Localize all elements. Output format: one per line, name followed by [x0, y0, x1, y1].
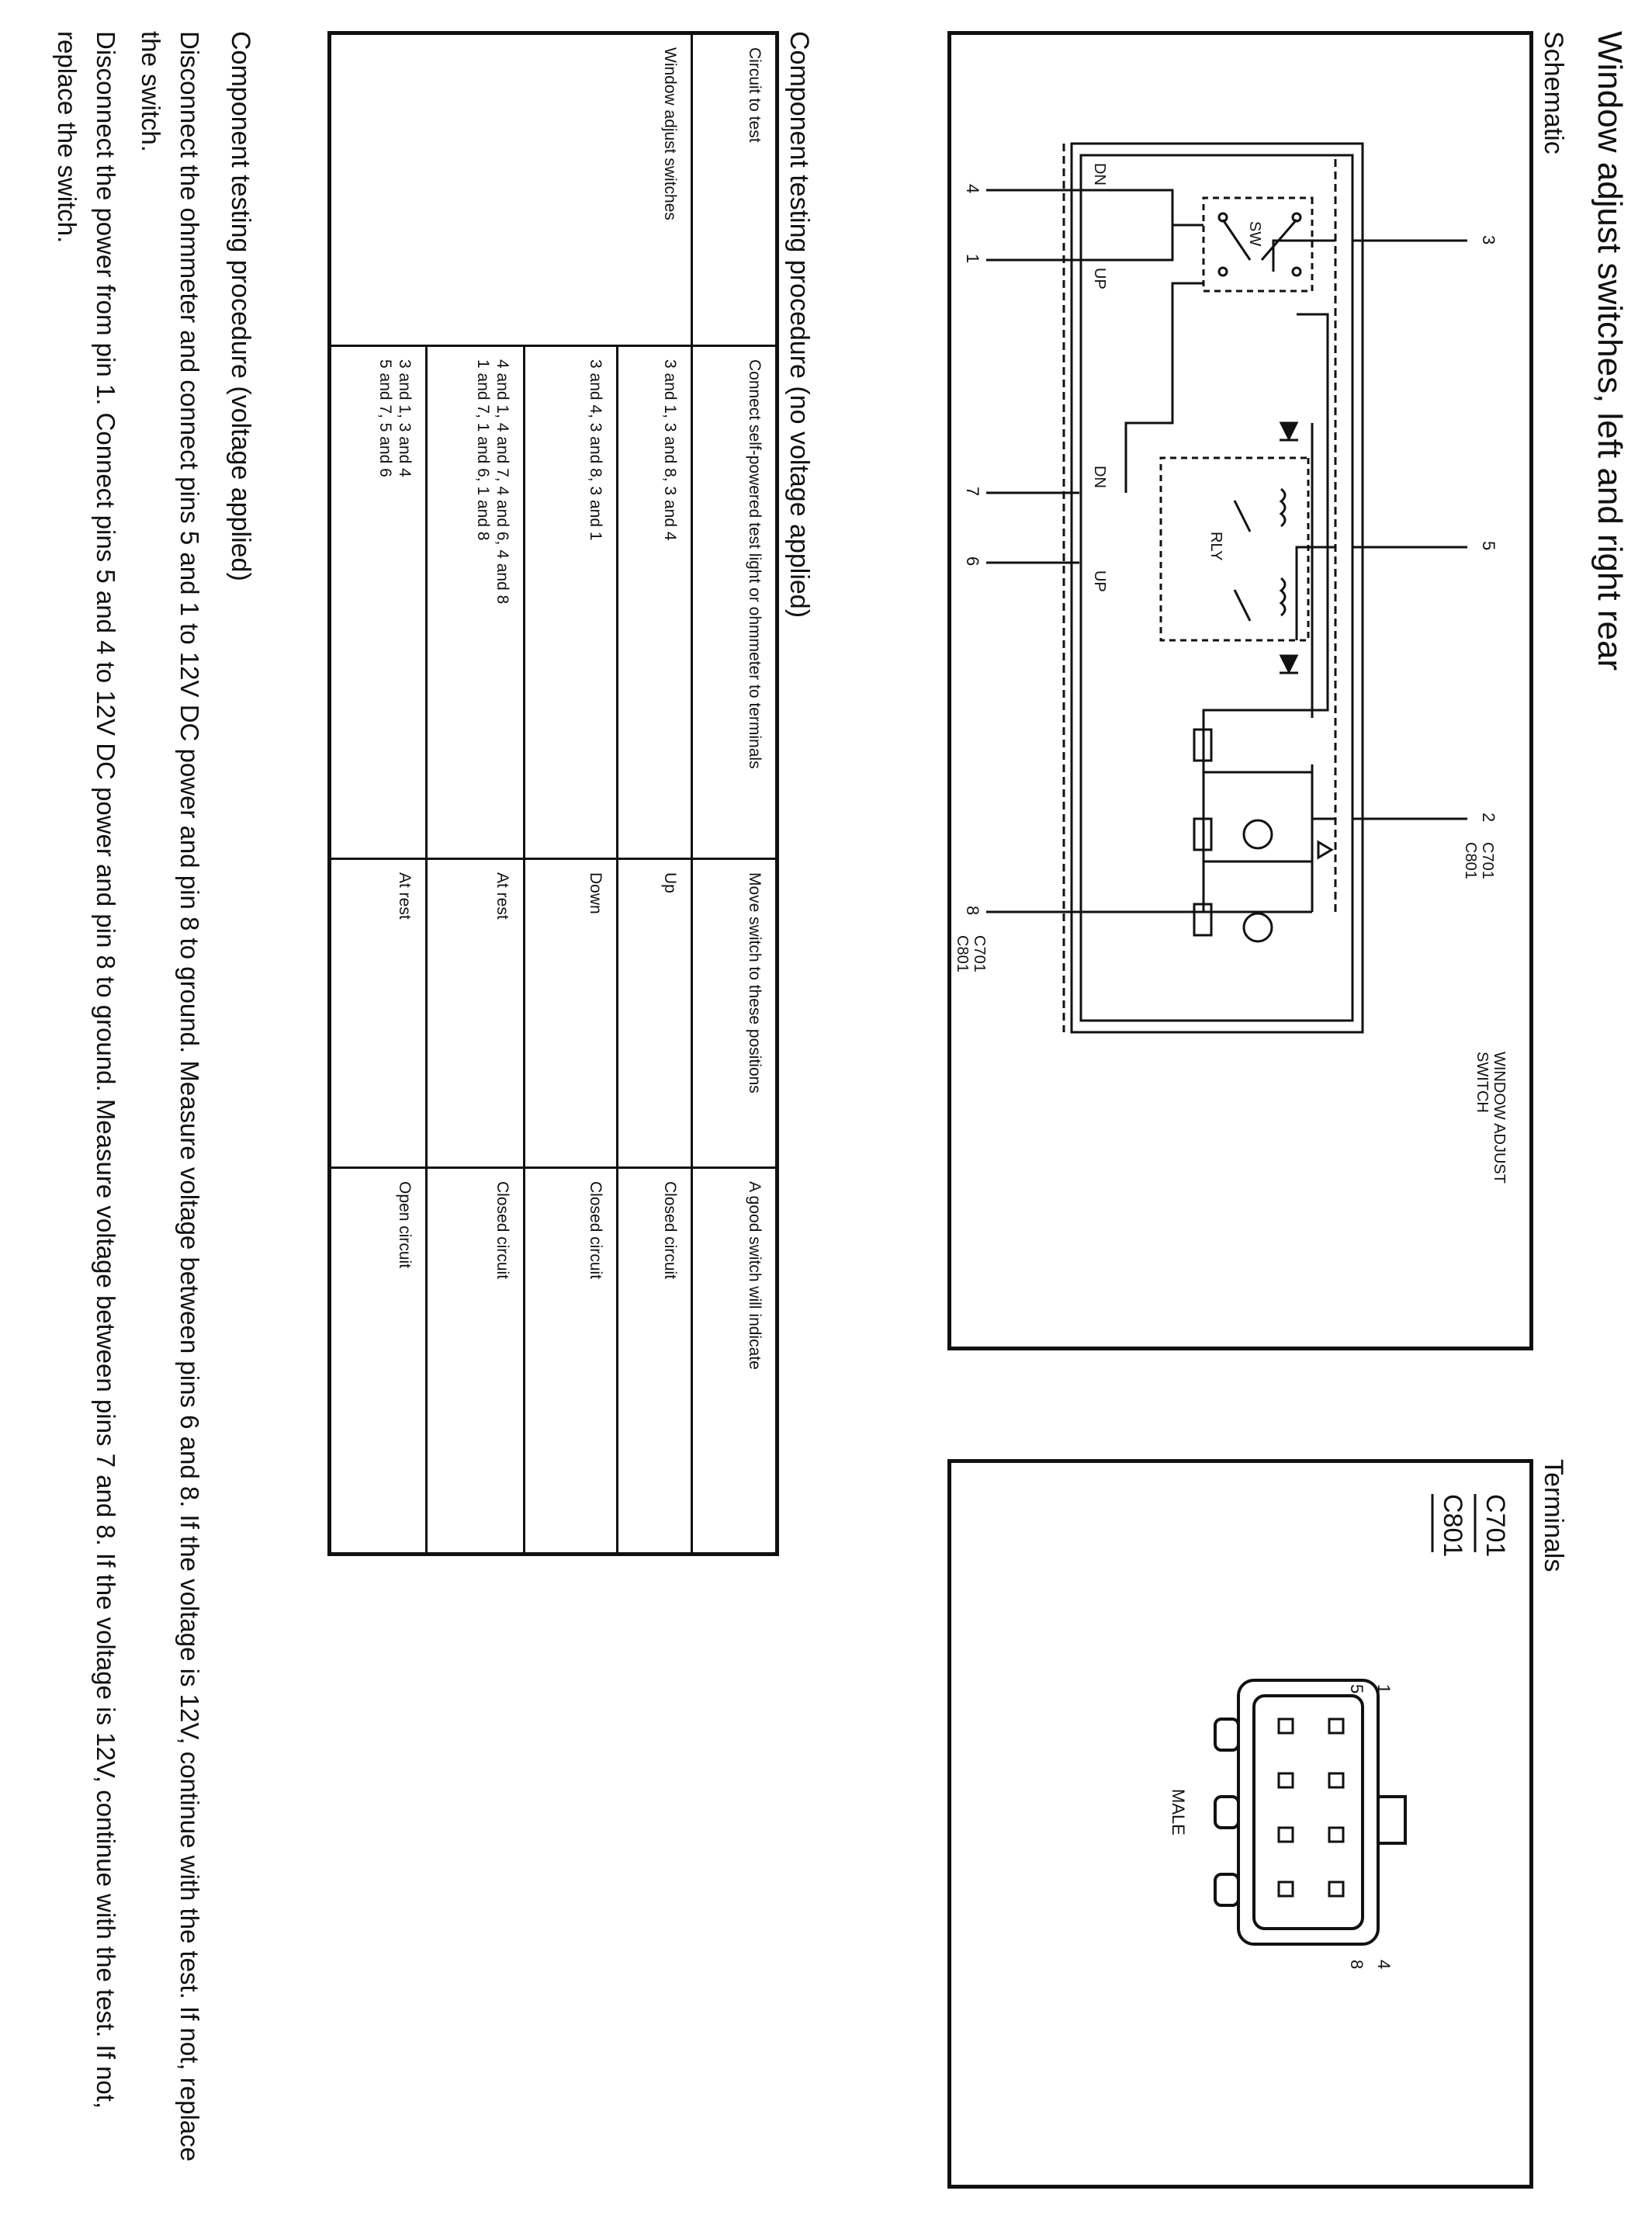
circuit-name: Window adjust switches	[661, 47, 679, 220]
pin-7-label: 7	[963, 487, 982, 497]
terminals-line: 3 and 1, 3 and 4	[396, 359, 414, 477]
terminals-heading: Terminals	[1539, 1459, 1568, 1572]
result-cell: Closed circuit	[525, 1168, 618, 1555]
page-title: Window adjust switches, left and right rear	[1591, 31, 1629, 671]
header-circuit: Circuit to test	[692, 33, 778, 346]
pin-label-4: 4	[1374, 1960, 1394, 1970]
table-row	[618, 33, 692, 1555]
dn-label-relay: DN	[1091, 466, 1108, 488]
rly-box	[1161, 458, 1308, 640]
connector-label-top-1: C701	[1479, 842, 1496, 879]
terminals-cell	[525, 346, 618, 859]
terminals-diagram	[951, 1463, 1529, 2185]
pin-2-label: 2	[1479, 813, 1498, 823]
connector-label-bottom-1: C701	[971, 935, 988, 972]
circuit-name-cell	[330, 33, 692, 346]
gender-label: MALE	[1169, 1789, 1188, 1835]
terminals-line: 5 and 7, 5 and 6	[376, 359, 394, 477]
pin-8-label: 8	[963, 906, 982, 916]
switch-name-line-1: WINDOW ADJUST	[1491, 1052, 1508, 1184]
header-result: A good switch will indicate	[692, 1168, 778, 1555]
voltage-heading: Component testing procedure (voltage applied)	[226, 31, 255, 581]
pin-5-label: 5	[1479, 541, 1498, 551]
pin-label-1: 1	[1374, 1684, 1394, 1694]
voltage-paragraph-2: Disconnect the power from pin 1. Connect pins 5 and 4 to 12V DC power and pin 8 to ground. Measure voltage between pins 7 and 8. If the voltage is 12V, continue with the test. If not, replace the switch.	[53, 31, 120, 2109]
up-label-relay: UP	[1091, 570, 1108, 592]
terminals-cell	[330, 346, 427, 859]
led-1	[1244, 820, 1272, 848]
position-cell: Up	[618, 859, 692, 1168]
switch-housing-outer	[1072, 144, 1363, 1032]
position-cell: At rest	[330, 859, 427, 1168]
terminals-cell	[427, 346, 525, 859]
terminals-line: 4 and 1, 4 and 7, 4 and 6, 4 and 8	[494, 359, 511, 605]
result-cell: Open circuit	[330, 1168, 427, 1555]
connector-label-bottom-2: C801	[954, 935, 971, 972]
terminals-frame	[947, 1459, 1533, 2189]
pin-6-label: 6	[963, 556, 982, 567]
connector-label-top-2: C801	[1462, 842, 1479, 879]
terminals-line: 3 and 4, 3 and 8, 3 and 1	[587, 359, 604, 541]
position-cell: At rest	[427, 859, 525, 1168]
testing-table	[327, 31, 779, 1556]
pin-label-5: 5	[1347, 1684, 1366, 1694]
result-cell: Closed circuit	[427, 1168, 525, 1555]
schematic-heading: Schematic	[1539, 31, 1568, 154]
header-positions: Move switch to these positions	[692, 859, 778, 1168]
sw-label: SW	[1246, 221, 1263, 247]
terminals-line: 3 and 1, 3 and 8, 3 and 4	[661, 359, 679, 541]
result-cell: Closed circuit	[618, 1168, 692, 1555]
terminals-cell	[618, 346, 692, 859]
pin-1-label: 1	[963, 254, 982, 264]
led-2	[1244, 913, 1272, 941]
switch-name-line-2: SWITCH	[1474, 1052, 1491, 1113]
table-header-row	[692, 33, 778, 1555]
table-heading: Component testing procedure (no voltage applied)	[784, 31, 814, 619]
schematic-frame	[947, 31, 1533, 1350]
voltage-paragraph-1: Disconnect the ohmmeter and connect pins 5 and 1 to 12V DC power and pin 8 to ground. Measure voltage between pins 6 and 8. If the voltage is 12V, continue with the test. If not, replace the switch.	[137, 31, 204, 2161]
up-label-switch: UP	[1091, 268, 1108, 289]
terminals-line: 1 and 7, 1 and 6, 1 and 8	[474, 359, 492, 541]
position-cell: Down	[525, 859, 618, 1168]
header-terminals: Connect self-powered test light or ohmmeter to terminals	[692, 346, 778, 859]
connector-shell	[1215, 1680, 1405, 1944]
connector-pins	[1279, 1719, 1343, 1896]
pin-3-label: 3	[1479, 235, 1498, 245]
schematic-diagram	[951, 35, 1529, 1347]
rly-label: RLY	[1207, 532, 1224, 561]
pin-4-label: 4	[963, 184, 982, 194]
dn-label-switch: DN	[1091, 163, 1108, 185]
terminal-connector-2: C801	[1438, 1494, 1467, 1558]
pin-label-8: 8	[1347, 1960, 1366, 1970]
terminal-connector-1: C701	[1481, 1494, 1510, 1558]
